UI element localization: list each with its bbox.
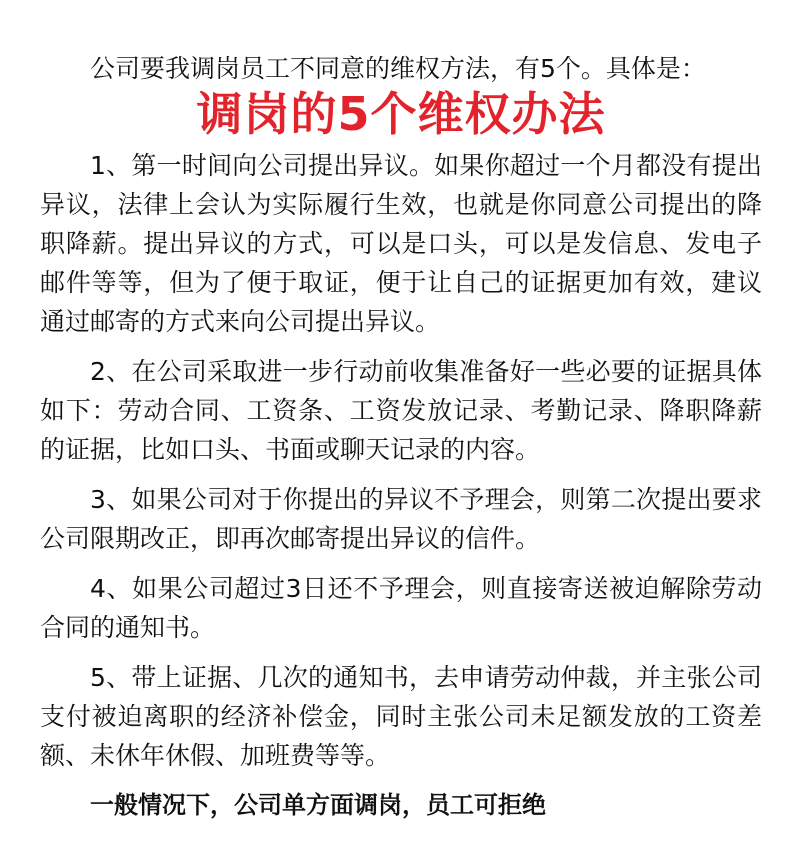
method-item-2: 2、在公司采取进一步行动前收集准备好一些必要的证据具体如下：劳动合同、工资条、工资发放记录、考勤记录、降职降薪的证据，比如口头、书面或聊天记录的内容。 [40, 357, 762, 464]
method-item-5: 5、带上证据、几次的通知书，去申请劳动仲裁，并主张公司支付被迫离职的经济补偿金，同时主张公司未足额发放的工资差额、未休年休假、加班费等等。 [40, 663, 762, 770]
intro-text: 公司要我调岗员工不同意的维权方法，有5个。具体是： [90, 54, 706, 83]
method-item-1: 1、第一时间向公司提出异议。如果你超过一个月都没有提出异议，法律上会认为实际履行生效，也就是你同意公司提出的降职降薪。提出异议的方式，可以是口头，可以是发信息、发电子邮件等等，但为了便于取证，便于让自己的证据更加有效，建议通过邮寄的方式来向公司提出异议。 [40, 151, 762, 336]
page-title: 调岗的5个维权办法 [196, 87, 606, 141]
closing-statement: 一般情况下，公司单方面调岗，员工可拒绝 [90, 791, 546, 819]
method-item-4: 4、如果公司超过3日还不予理会，则直接寄送被迫解除劳动合同的通知书。 [40, 574, 762, 642]
method-item-3: 3、如果公司对于你提出的异议不予理会，则第二次提出要求公司限期改正，即再次邮寄提出异议的信件。 [40, 485, 762, 553]
